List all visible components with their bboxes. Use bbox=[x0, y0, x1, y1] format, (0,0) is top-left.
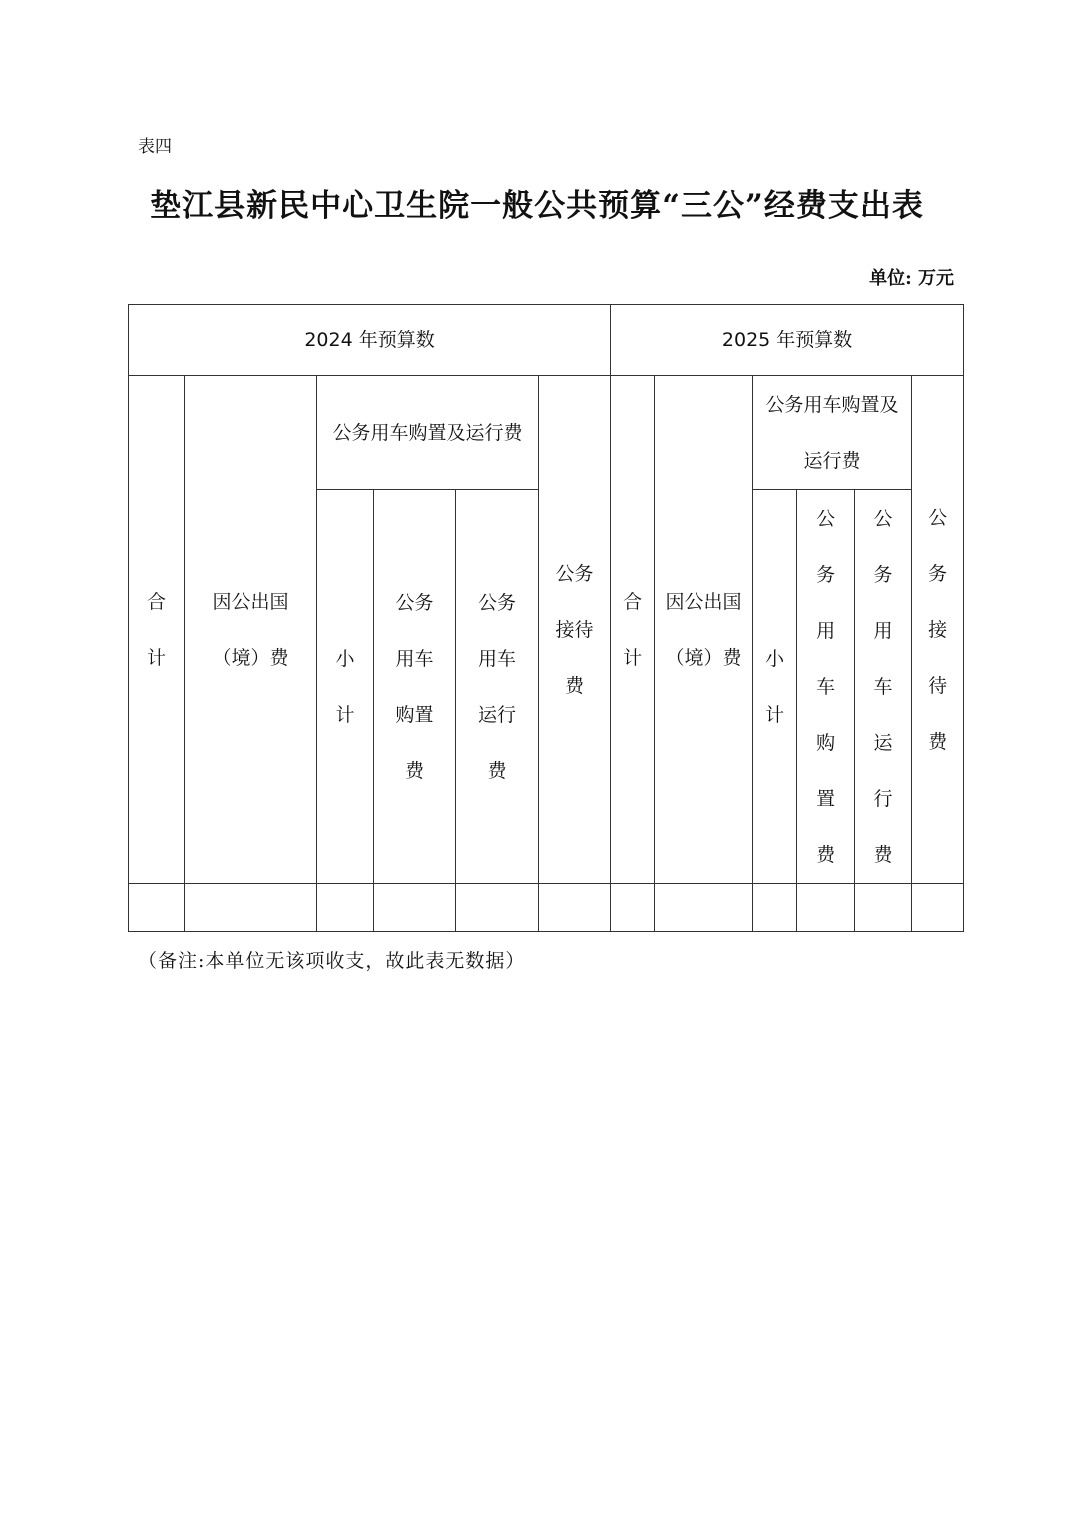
header-2025-car-group: 公务用车购置及运行费 bbox=[753, 376, 912, 490]
data-cell bbox=[611, 884, 655, 932]
data-cell bbox=[185, 884, 317, 932]
header-2025-car-operation: 公务用车运行费 bbox=[855, 490, 912, 884]
header-2024-subtotal: 小计 bbox=[317, 490, 374, 884]
document-title: 垫江县新民中心卫生院一般公共预算“三公”经费支出表 bbox=[150, 188, 924, 224]
data-cell bbox=[317, 884, 374, 932]
data-cell bbox=[797, 884, 855, 932]
header-2025-abroad-fee: 因公出国（境）费 bbox=[655, 376, 753, 884]
header-2024-car-purchase: 公务用车购置费 bbox=[374, 490, 456, 884]
header-2025-budget: 2025 年预算数 bbox=[611, 305, 964, 376]
table-row bbox=[129, 884, 964, 932]
header-2024-budget: 2024 年预算数 bbox=[129, 305, 611, 376]
data-cell bbox=[655, 884, 753, 932]
budget-table bbox=[128, 304, 964, 932]
unit-label: 单位: 万元 bbox=[869, 268, 954, 289]
header-2024-total: 合计 bbox=[129, 376, 185, 884]
data-cell bbox=[456, 884, 539, 932]
header-2025-reception-fee: 公务接待费 bbox=[912, 376, 964, 884]
data-cell bbox=[374, 884, 456, 932]
header-2024-car-operation: 公务用车运行费 bbox=[456, 490, 539, 884]
header-2024-car-group: 公务用车购置及运行费 bbox=[317, 376, 539, 490]
header-2025-subtotal: 小计 bbox=[753, 490, 797, 884]
data-cell bbox=[753, 884, 797, 932]
header-2024-abroad-fee: 因公出国（境）费 bbox=[185, 376, 317, 884]
data-cell bbox=[912, 884, 964, 932]
header-2025-car-purchase: 公务用车购置费 bbox=[797, 490, 855, 884]
header-2025-total: 合计 bbox=[611, 376, 655, 884]
footnote: （备注:本单位无该项收支，故此表无数据） bbox=[138, 950, 526, 972]
header-2024-reception-fee: 公务接待费 bbox=[539, 376, 611, 884]
data-cell bbox=[855, 884, 912, 932]
data-cell bbox=[129, 884, 185, 932]
data-cell bbox=[539, 884, 611, 932]
table-label: 表四 bbox=[138, 137, 172, 157]
